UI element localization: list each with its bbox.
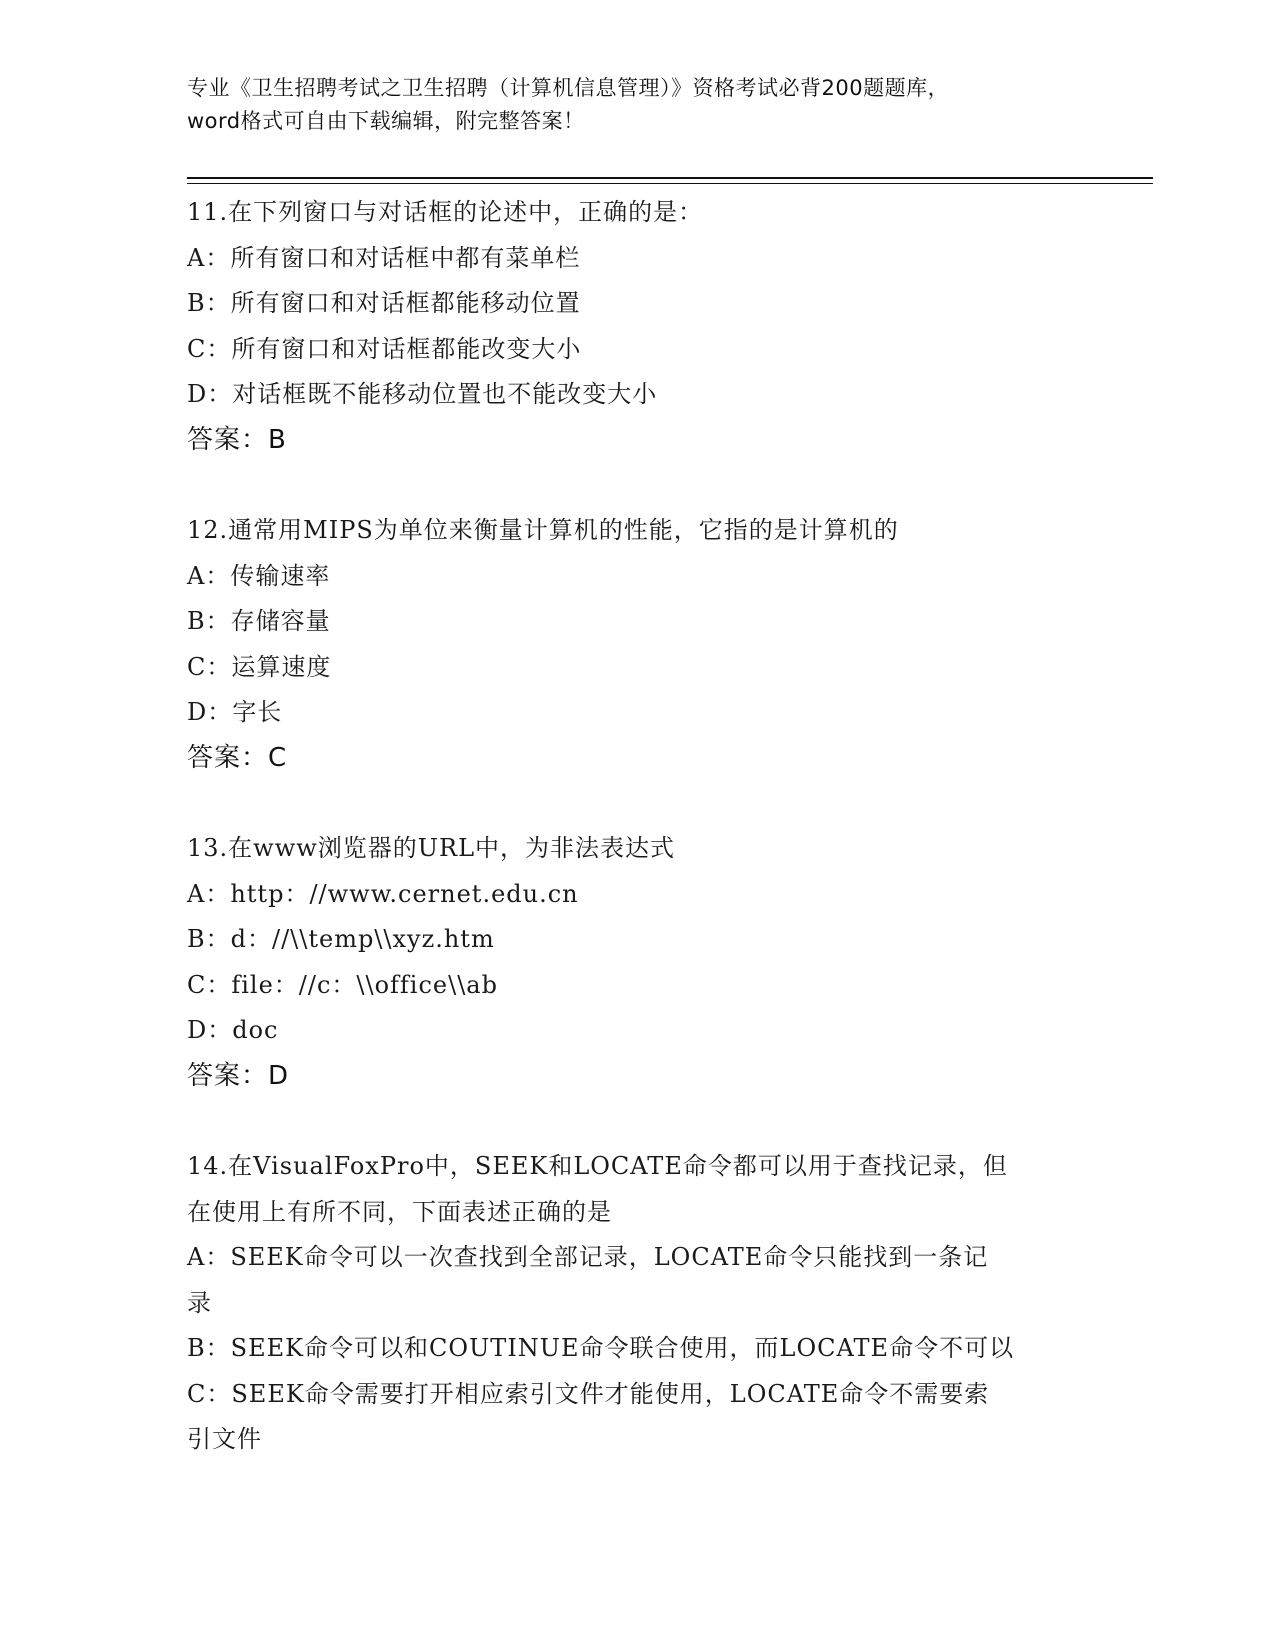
- header-divider-thin: [187, 183, 1153, 184]
- question-13: [187, 826, 1087, 1099]
- option-b: B：d：//\\temp\\xyz.htm: [187, 925, 495, 953]
- question-spacer: [187, 463, 1087, 508]
- option-a-line-2: 录: [187, 1288, 212, 1317]
- header-line-2: word格式可自由下载编辑，附完整答案！: [187, 109, 585, 133]
- question-11: [187, 190, 1087, 463]
- option-d: D：字长: [187, 698, 283, 726]
- question-spacer: [187, 1099, 1087, 1144]
- option-b: B：SEEK命令可以和COUTINUE命令联合使用，而LOCATE命令不可以: [187, 1334, 1015, 1362]
- question-14: [187, 1144, 1087, 1463]
- option-c-line-1: C：SEEK命令需要打开相应索引文件才能使用，LOCATE命令不需要索: [187, 1379, 990, 1408]
- option-a-line-1: A：SEEK命令可以一次查找到全部记录，LOCATE命令只能找到一条记: [187, 1243, 989, 1271]
- document-header: [187, 72, 1087, 138]
- option-a: A：所有窗口和对话框中都有菜单栏: [187, 243, 581, 272]
- option-c-line-2: 引文件: [187, 1425, 262, 1453]
- option-c: C：file：//c：\\office\\ab: [187, 970, 498, 999]
- answer-line: 答案：D: [187, 1060, 290, 1091]
- question-stem-line-1: 14.在VisualFoxPro中，SEEK和LOCATE命令都可以用于查找记录，但: [187, 1152, 1008, 1180]
- question-stem-line-2: 在使用上有所不同，下面表述正确的是: [187, 1197, 612, 1226]
- question-list: [187, 190, 1087, 1463]
- question-12: [187, 508, 1087, 781]
- answer-line: 答案：B: [187, 424, 287, 455]
- option-a: A：http：//www.cernet.edu.cn: [187, 879, 579, 908]
- answer-line: 答案：C: [187, 742, 288, 773]
- option-d: D：对话框既不能移动位置也不能改变大小: [187, 380, 658, 408]
- option-b: B：存储容量: [187, 607, 331, 635]
- question-spacer: [187, 781, 1087, 826]
- question-stem: 13.在www浏览器的URL中，为非法表达式: [187, 834, 676, 862]
- option-b: B：所有窗口和对话框都能移动位置: [187, 289, 581, 317]
- option-a: A：传输速率: [187, 561, 331, 590]
- header-divider-thick: [187, 177, 1153, 179]
- header-line-1: 专业《卫生招聘考试之卫生招聘（计算机信息管理）》资格考试必背200题题库，: [187, 76, 950, 100]
- option-c: C：运算速度: [187, 652, 332, 681]
- question-stem: 11.在下列窗口与对话框的论述中，正确的是：: [187, 198, 704, 226]
- option-d: D：doc: [187, 1016, 279, 1044]
- option-c: C：所有窗口和对话框都能改变大小: [187, 334, 582, 363]
- question-stem: 12.通常用MIPS为单位来衡量计算机的性能，它指的是计算机的: [187, 516, 899, 544]
